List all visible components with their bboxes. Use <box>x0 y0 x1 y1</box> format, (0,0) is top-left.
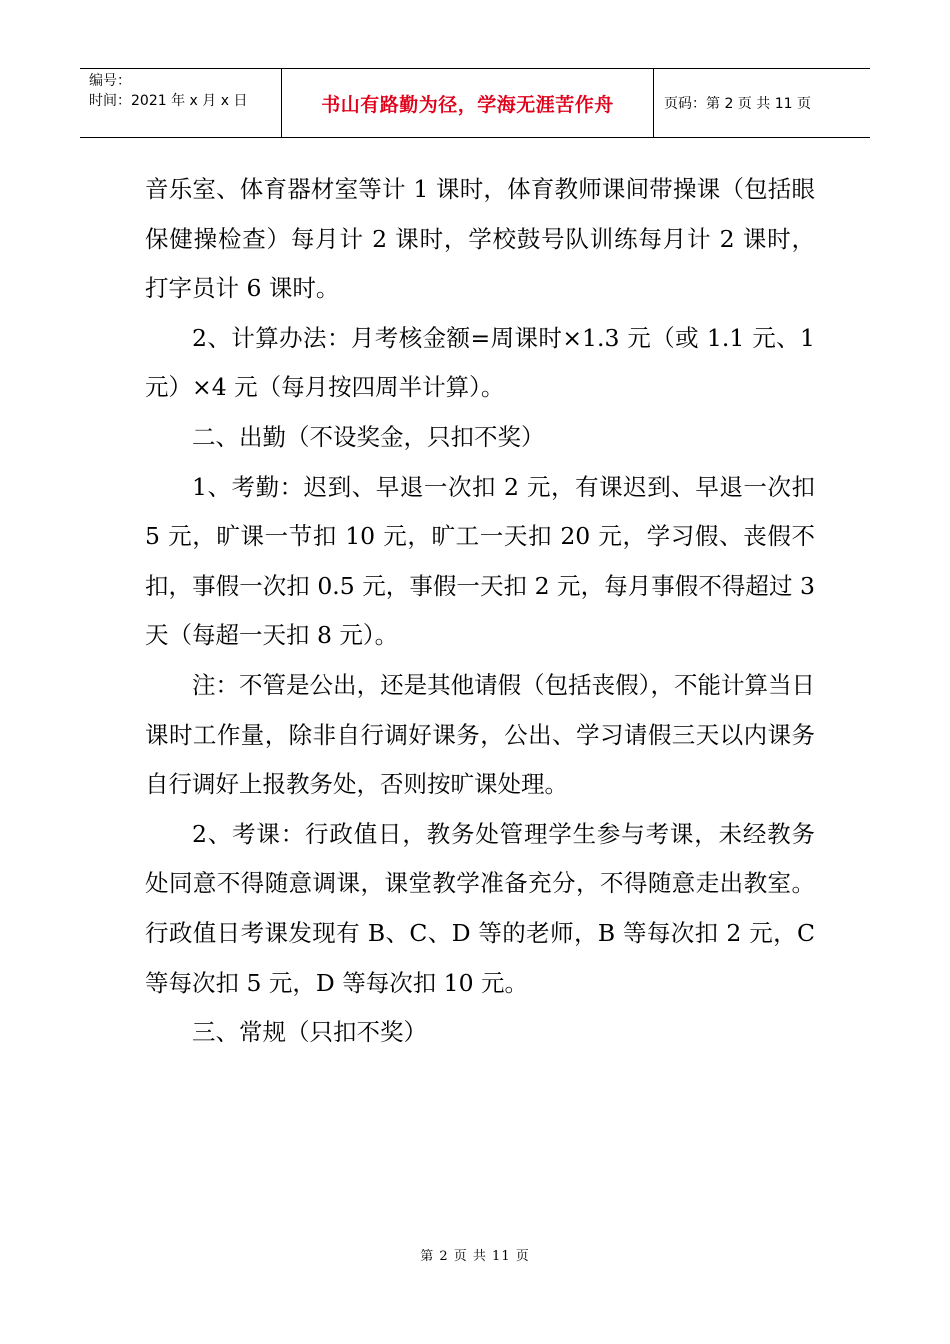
document-number-label: 编号： <box>89 73 131 89</box>
header-page-info: 页码：第 2 页 共 11 页 <box>664 96 811 112</box>
document-time-label: 时间：2021 年 x 月 x 日 <box>89 93 248 109</box>
document-body <box>145 165 815 1058</box>
header-motto: 书山有路勤为径，学海无涯苦作舟 <box>282 69 654 137</box>
page-footer: 第 2 页 共 11 页 <box>420 1249 530 1264</box>
header-meta <box>80 69 282 137</box>
note-paragraph: 注：不管是公出，还是其他请假（包括丧假），不能计算当日课时工作量，除非自行调好课务，公出、学习请假三天以内课务自行调好上报教务处，否则按旷课处理。 <box>145 670 815 799</box>
section-heading: 三、常规（只扣不奖） <box>192 1018 427 1047</box>
page-header <box>80 68 870 138</box>
paragraph: 2、考课：行政值日，教务处管理学生参与考课，未经教务处同意不得随意调课，课堂教学准备充分，不得随意走出教室。行政值日考课发现有 B、C、D 等的老师，B 等每次扣 2 元，C 等每次扣 5 元，D 等每次扣 10 元。 <box>145 819 815 997</box>
paragraph: 1、考勤：迟到、早退一次扣 2 元，有课迟到、早退一次扣 5 元，旷课一节扣 10 元，旷工一天扣 20 元，学习假、丧假不扣，事假一次扣 0.5 元，事假一天扣 2 元，每月事假不得超过 3 天（每超一天扣 8 元）。 <box>145 472 815 650</box>
paragraph: 2、计算办法：月考核金额=周课时×1.3 元（或 1.1 元、1 元）×4 元（每月按四周半计算）。 <box>145 323 815 402</box>
section-heading: 二、出勤（不设奖金，只扣不奖） <box>192 422 545 451</box>
paragraph: 音乐室、体育器材室等计 1 课时，体育教师课间带操课（包括眼保健操检查）每月计 2 课时，学校鼓号队训练每月计 2 课时，打字员计 6 课时。 <box>145 175 815 303</box>
